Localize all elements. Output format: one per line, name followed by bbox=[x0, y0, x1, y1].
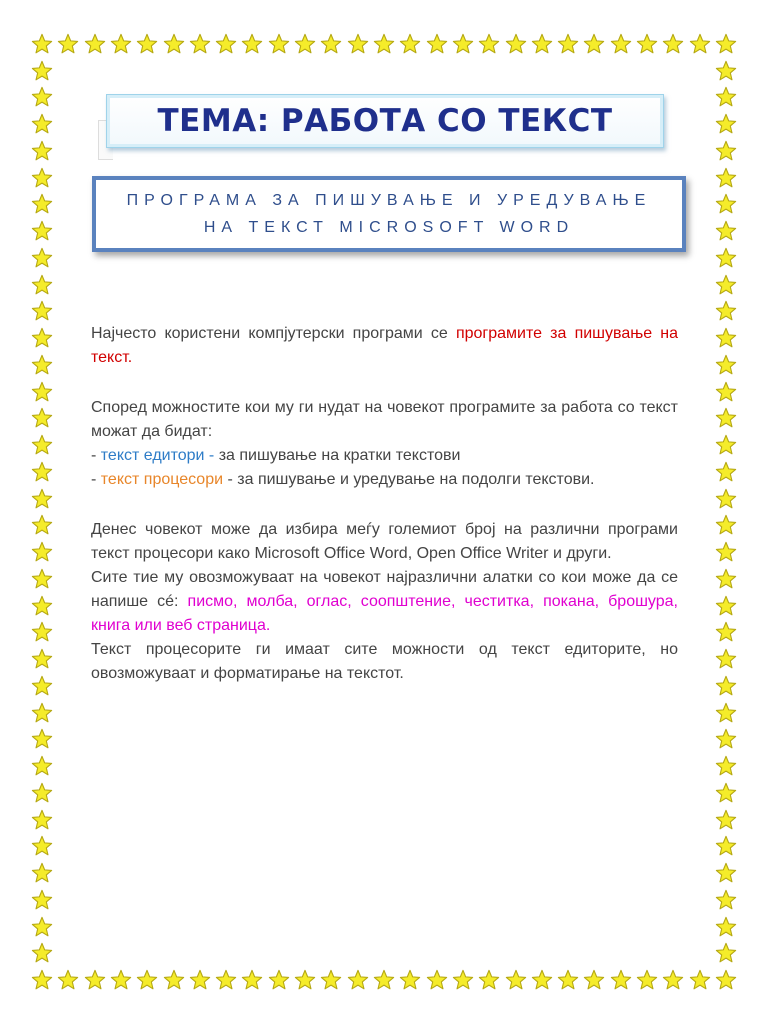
star-icon bbox=[610, 969, 632, 991]
paragraph-5: Текст процесорите ги имаат сите можности од текст едиторите, но овозможуваат и форматирање на текстот. bbox=[91, 641, 678, 682]
star-icon bbox=[715, 167, 737, 189]
star-icon bbox=[31, 86, 53, 108]
paragraph-1-text: Најчесто користени компјутерски програми се bbox=[91, 325, 456, 342]
star-icon bbox=[715, 381, 737, 403]
list-item-text-processors bbox=[91, 468, 678, 492]
star-icon bbox=[31, 327, 53, 349]
star-icon bbox=[715, 407, 737, 429]
list-item-1-description: за пишување на кратки текстови bbox=[214, 447, 461, 464]
star-icon bbox=[689, 969, 711, 991]
star-icon bbox=[31, 916, 53, 938]
star-icon bbox=[347, 33, 369, 55]
star-icon bbox=[31, 809, 53, 831]
star-icon bbox=[189, 33, 211, 55]
star-icon bbox=[399, 969, 421, 991]
star-icon bbox=[31, 381, 53, 403]
star-icon bbox=[715, 595, 737, 617]
star-icon bbox=[110, 33, 132, 55]
star-icon bbox=[583, 33, 605, 55]
subtitle-line-1: ПРОГРАМА ЗА ПИШУВАЊЕ И УРЕДУВАЊЕ bbox=[126, 192, 652, 209]
star-icon bbox=[715, 862, 737, 884]
star-icon bbox=[57, 969, 79, 991]
paragraph-3: Денес човекот може да избира меѓу големиот број на различни програми текст процесори како Microsoft Office Word, Open Office Writer и други. bbox=[91, 521, 678, 562]
star-icon bbox=[610, 33, 632, 55]
paragraph-2-intro: Според можностите кои му ги нудат на човекот програмите за работа со текст можат да бидат: bbox=[91, 399, 678, 440]
star-icon bbox=[715, 648, 737, 670]
star-icon bbox=[715, 675, 737, 697]
star-icon bbox=[31, 220, 53, 242]
star-icon bbox=[636, 969, 658, 991]
star-icon bbox=[294, 969, 316, 991]
body-content bbox=[91, 322, 678, 686]
star-icon bbox=[715, 300, 737, 322]
star-icon bbox=[715, 140, 737, 162]
star-icon bbox=[715, 702, 737, 724]
star-icon bbox=[31, 755, 53, 777]
star-icon bbox=[715, 621, 737, 643]
star-icon bbox=[347, 969, 369, 991]
star-icon bbox=[215, 969, 237, 991]
star-icon bbox=[31, 300, 53, 322]
star-icon bbox=[715, 488, 737, 510]
star-icon bbox=[31, 274, 53, 296]
star-icon bbox=[215, 33, 237, 55]
star-icon bbox=[557, 33, 579, 55]
star-icon bbox=[294, 33, 316, 55]
star-icon bbox=[715, 274, 737, 296]
star-icon bbox=[426, 969, 448, 991]
star-icon bbox=[31, 862, 53, 884]
star-icon bbox=[715, 354, 737, 376]
term-text-editors: текст едитори - bbox=[100, 447, 215, 464]
star-icon bbox=[715, 568, 737, 590]
star-icon bbox=[241, 33, 263, 55]
star-icon bbox=[163, 33, 185, 55]
star-icon bbox=[715, 755, 737, 777]
star-icon bbox=[84, 33, 106, 55]
star-icon bbox=[110, 969, 132, 991]
paragraph-4 bbox=[91, 566, 678, 638]
list-item-text-editors bbox=[91, 444, 678, 468]
star-icon bbox=[715, 969, 737, 991]
star-icon bbox=[715, 835, 737, 857]
star-icon bbox=[715, 541, 737, 563]
list-item-2-description: - за пишување и уредување на подолги текстови. bbox=[223, 471, 595, 488]
star-icon bbox=[31, 461, 53, 483]
star-icon bbox=[452, 969, 474, 991]
title-box bbox=[106, 94, 664, 148]
star-icon bbox=[136, 33, 158, 55]
star-icon bbox=[715, 193, 737, 215]
star-icon bbox=[662, 33, 684, 55]
star-icon bbox=[268, 33, 290, 55]
star-icon bbox=[715, 461, 737, 483]
star-icon bbox=[31, 140, 53, 162]
star-icon bbox=[715, 86, 737, 108]
star-icon bbox=[31, 728, 53, 750]
star-icon bbox=[715, 889, 737, 911]
star-icon bbox=[715, 33, 737, 55]
star-icon bbox=[136, 969, 158, 991]
star-icon bbox=[715, 809, 737, 831]
star-icon bbox=[31, 167, 53, 189]
star-icon bbox=[531, 33, 553, 55]
star-icon bbox=[715, 113, 737, 135]
star-icon bbox=[531, 969, 553, 991]
star-icon bbox=[715, 220, 737, 242]
star-icon bbox=[715, 434, 737, 456]
star-icon bbox=[31, 407, 53, 429]
star-icon bbox=[241, 969, 263, 991]
star-icon bbox=[715, 247, 737, 269]
star-icon bbox=[320, 33, 342, 55]
term-text-processors: текст процесори bbox=[100, 471, 224, 488]
star-icon bbox=[426, 33, 448, 55]
star-icon bbox=[31, 541, 53, 563]
star-icon bbox=[31, 782, 53, 804]
list-dash: - bbox=[91, 447, 101, 464]
star-icon bbox=[57, 33, 79, 55]
page-title: ТЕМА: РАБОТА СО ТЕКСТ bbox=[157, 103, 613, 139]
paragraph-1 bbox=[91, 322, 678, 370]
star-icon bbox=[505, 33, 527, 55]
star-icon bbox=[31, 33, 53, 55]
star-icon bbox=[163, 969, 185, 991]
star-icon bbox=[715, 916, 737, 938]
star-icon bbox=[715, 782, 737, 804]
star-icon bbox=[320, 969, 342, 991]
star-icon bbox=[715, 942, 737, 964]
star-icon bbox=[452, 33, 474, 55]
star-icon bbox=[268, 969, 290, 991]
star-icon bbox=[715, 514, 737, 536]
star-icon bbox=[31, 889, 53, 911]
paragraph-4-highlight: писмо, молба, оглас, соопштение, честитка, покана, брошура, книга или веб страница. bbox=[91, 593, 678, 634]
star-icon bbox=[373, 969, 395, 991]
star-icon bbox=[478, 969, 500, 991]
star-icon bbox=[662, 969, 684, 991]
star-icon bbox=[715, 60, 737, 82]
paragraph-1-highlight: програмите за пишување на текст. bbox=[91, 325, 679, 366]
star-icon bbox=[31, 434, 53, 456]
star-icon bbox=[31, 193, 53, 215]
subtitle-line-2: НА ТЕКСТ MICROSOFT WORD bbox=[203, 219, 575, 236]
star-icon bbox=[31, 595, 53, 617]
star-icon bbox=[715, 728, 737, 750]
paragraph-4-text: Сите тие му овозможуваат на човекот најразлични алатки со кои може да се напише сé: bbox=[91, 569, 678, 610]
star-icon bbox=[31, 247, 53, 269]
star-icon bbox=[399, 33, 421, 55]
star-icon bbox=[373, 33, 395, 55]
list-dash: - bbox=[91, 471, 101, 488]
star-icon bbox=[715, 327, 737, 349]
star-icon bbox=[557, 969, 579, 991]
star-icon bbox=[478, 33, 500, 55]
star-icon bbox=[31, 354, 53, 376]
star-icon bbox=[31, 702, 53, 724]
star-icon bbox=[689, 33, 711, 55]
star-icon bbox=[505, 969, 527, 991]
star-icon bbox=[31, 488, 53, 510]
star-icon bbox=[84, 969, 106, 991]
star-icon bbox=[31, 969, 53, 991]
star-icon bbox=[31, 621, 53, 643]
star-icon bbox=[31, 675, 53, 697]
star-icon bbox=[583, 969, 605, 991]
star-icon bbox=[31, 113, 53, 135]
star-icon bbox=[31, 60, 53, 82]
star-icon bbox=[31, 942, 53, 964]
star-icon bbox=[31, 514, 53, 536]
star-icon bbox=[31, 568, 53, 590]
subtitle-box bbox=[92, 176, 686, 252]
star-icon bbox=[636, 33, 658, 55]
star-icon bbox=[31, 835, 53, 857]
star-icon bbox=[31, 648, 53, 670]
star-icon bbox=[189, 969, 211, 991]
